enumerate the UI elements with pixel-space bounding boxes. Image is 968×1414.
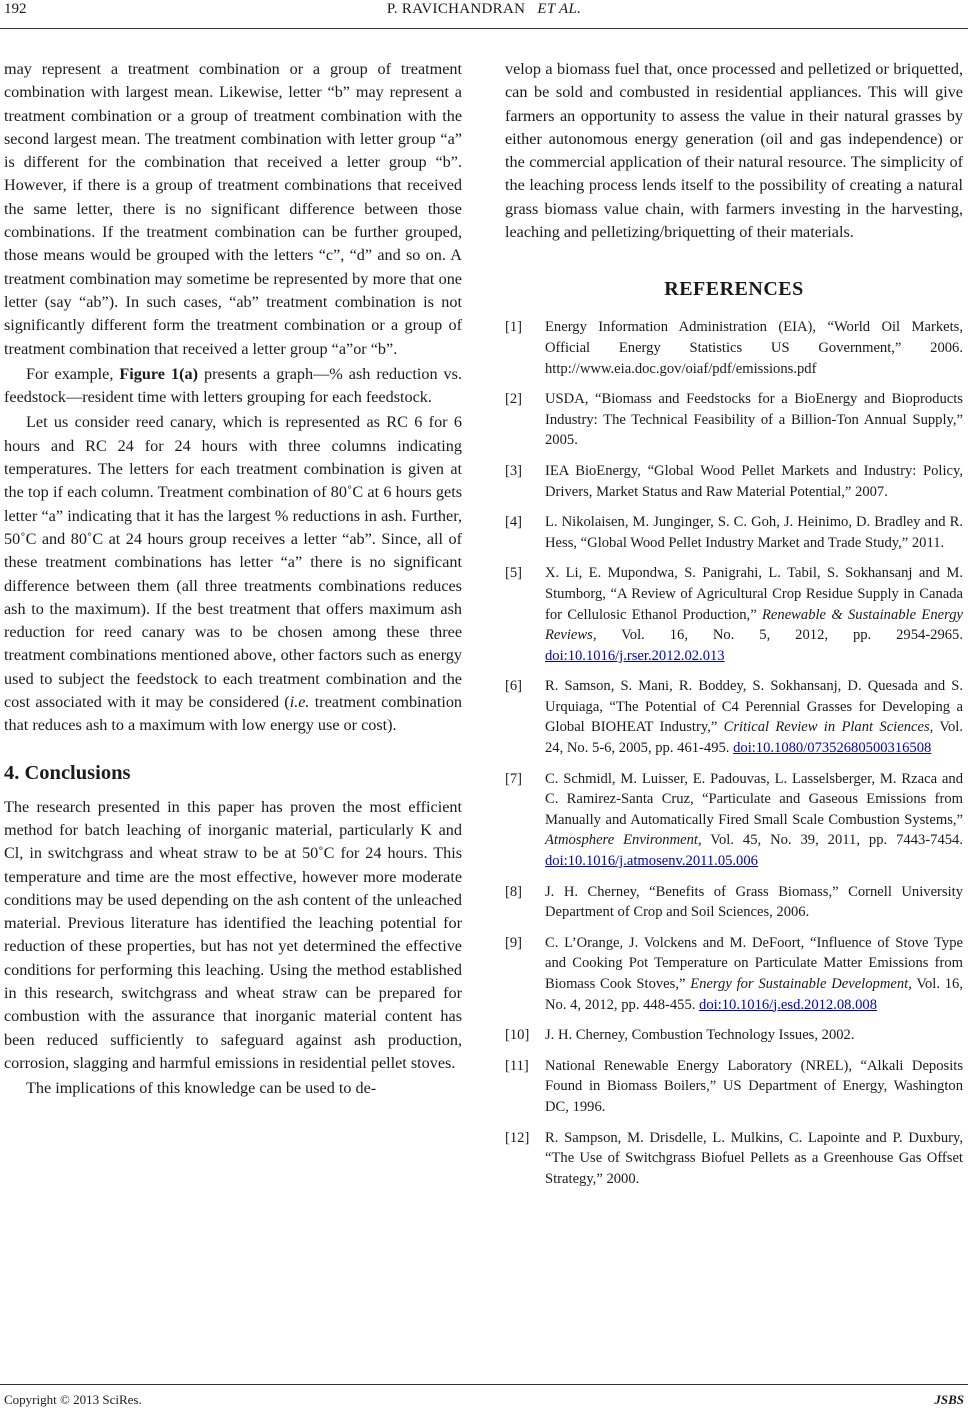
reference-number: [3] [505,462,523,479]
reference-item [505,1128,963,1190]
reference-item [505,933,963,1015]
para3-text: Let us consider reed canary, which is represented as RC 6 for 6 hours and RC 24 for 24 hours with three columns indicating temperatures. The letters for each treatment combination is given at the top if each column. Treatment combination of 80˚C at 6 hours gets letter “a” indicating that it has the largest % reductions in ash. Further, 50˚C and 80˚C at 24 hours group receives a letter “ab”. Since, all of these treatment combinations has letter “a” there is no significant difference between them (all three treatments combinations reduces ash to the maximum). If the best treatment that offers maximum ash reduction for reed canary was to be chosen among these three treatment combinations mentioned above, other factors such as energy used to subject the feedstock to each treatment combination and the cost associated with it may be considered ( [4,413,462,712]
reference-journal: Critical Review in Plant Sciences [723,719,930,736]
reference-number: [8] [505,883,523,900]
reference-text: Energy Information Administration (EIA), “World Oil Markets, Official Energy Statistics US Government,” 2006. http://www.eia.doc.gov/oiaf/pdf/emissions.pdf [545,319,963,377]
journal-abbreviation: JSBS [934,1392,964,1407]
conclusions-heading: 4. Conclusions [4,761,131,784]
reference-text: USDA, “Biomass and Feedstocks for a BioEnergy and Bioproducts Industry: The Technical Feasibility of a Billion-Ton Annual Supply,” 2005. [545,391,963,449]
reference-number: [12] [505,1129,530,1146]
references-heading: REFERENCES [664,278,804,301]
page-header [0,0,968,32]
reference-text [545,563,963,666]
paragraph-reed-canary [4,411,462,737]
figure-ref[interactable]: Figure 1(a) [119,364,198,383]
reference-text: L. Nikolaisen, M. Junginger, S. C. Goh, J. Heinimo, D. Bradley and R. Hess, “Global Wood Pellet Industry Market and Trade Study,” 2011. [545,514,963,551]
reference-text [545,933,963,1015]
paragraph-continuation: velop a biomass fuel that, once processed and pelletized or briquetted, can be sold and combusted in residential appliances. This will give farmers an opportunity to assess the value in their natural grasses by either autonomous energy generation (oil and gas independence) or the commercial application of their natural resource. The simplicity of the leaching process lends itself to the possibility of creating a natural grass biomass value chain, with farmers investing in the harvesting, leaching and pelletizing/briquetting of their materials. [505,60,963,242]
para3-text-rest: treatment combination that reduces ash to a maximum with low energy use or cost). [4,693,463,735]
reference-details: , Vol. 24, No. 5-6, 2005, pp. 461-495. [545,719,963,757]
reference-item [505,461,963,502]
reference-text: IEA BioEnergy, “Global Wood Pellet Markets and Industry: Policy, Drivers, Market Status and Raw Material Potential,” 2007. [545,462,963,500]
running-head [0,1,968,18]
reference-doi-link[interactable]: doi:10.1016/j.esd.2012.08.008 [699,996,878,1013]
reference-number: [11] [505,1057,529,1074]
reference-number: [6] [505,678,523,695]
paragraph-implications: The implications of this knowledge can be used to de- [26,1079,377,1098]
paragraph-figure-example [4,363,462,410]
reference-doi-link[interactable]: doi:10.1080/07352680500316508 [733,740,932,757]
reference-details: , Vol. 16, No. 4, 2012, pp. 448-455. [545,976,963,1013]
reference-item [505,882,963,923]
reference-item [505,1025,963,1046]
reference-text: J. H. Cherney, “Benefits of Grass Biomass,” Cornell University Department of Crop and Soil Sciences, 2006. [545,883,963,921]
left-column [4,58,462,1100]
running-head-authors: P. RAVICHANDRAN [386,1,526,17]
header-rule [0,28,968,29]
right-column [505,58,963,1199]
reference-doi-link[interactable]: doi:10.1016/j.rser.2012.02.013 [545,647,725,664]
paragraph-treatment-letters: may represent a treatment combination or a group of treatment combination with largest mean. Likewise, letter “b” may represent a treatment combination or a group of treatment combination with the second largest mean. The treatment combination with letter group “a” is different for the combination that received a letter group “b”. However, if there is a group of treatment combinations that received the same letter, there is no significant difference between those combinations. If the treatment combination can be further grouped, those means would be grouped with the letters “c”, “d” and so on. A treatment combination may sometime be represented by more that one letter (say “ab”). In such cases, “ab” treatment combination is not significantly different form the treatment combination or a group of treatment combination that received a letter group “a”or “b”. [4,60,462,358]
reference-citation: X. Li, E. Mupondwa, S. Panigrahi, L. Tabil, S. Sokhansanj and M. Stumborg, “A Review of Agricultural Crop Residue Supply in Canada for Cellulosic Ethanol Production,” [545,565,963,623]
reference-list [505,317,963,1189]
reference-number: [10] [505,1027,530,1044]
reference-citation: C. Schmidl, M. Luisser, E. Padouvas, L. Lasselsberger, M. Rzaca and C. Ramirez-Santa Cruz, “Particulate and Gaseous Emissions from Manually and Automatically Fired Small Scale Combustion Systems,” [545,770,963,828]
reference-journal: Atmosphere Environment [545,832,698,849]
reference-number: [7] [505,770,523,787]
page-footer [0,1384,968,1414]
para3-italic: i.e. [289,693,310,712]
reference-number: [2] [505,391,523,408]
reference-number: [1] [505,319,523,336]
reference-item [505,676,963,758]
reference-details: , Vol. 45, No. 39, 2011, pp. 7443-7454. [697,832,963,849]
reference-citation: C. L’Orange, J. Volckens and M. DeFoort, “Influence of Stove Type and Cooking Pot Temperature on Particulate Matter Emissions from Biomass Cook Stoves,” [545,934,963,992]
reference-text [545,769,963,872]
reference-item [505,512,963,553]
reference-number: [4] [505,514,523,531]
page-number: 192 [4,1,27,17]
reference-details: , Vol. 16, No. 5, 2012, pp. 2954-2965. [592,627,963,644]
copyright-notice: Copyright © 2013 SciRes. [4,1392,142,1407]
para2-text-rest: presents a graph—% ash reduction vs. feedstock—resident time with letters grouping for each feedstock. [4,364,462,407]
reference-item [505,769,963,872]
reference-text: R. Sampson, M. Drisdelle, L. Mulkins, C. Lapointe and P. Duxbury, “The Use of Switchgrass Biofuel Pellets as a Greenhouse Gas Offset Strategy,” 2000. [545,1129,963,1187]
paragraph-conclusions: The research presented in this paper has proven the most efficient method for batch leaching of inorganic material, particularly K and Cl, in switchgrass and wheat straw to be at 50˚C for 24 hours. This temperature and time are the most effective, however more moderate conditions may be used depending on the ash content of the unleached material. Previous literature has identified the leaching potential for reduction of these properties, but has not yet determined the effective conditions for performing this leaching. Using the method established in this research, switchgrass and wheat straw can be prepared for combustion with the assurance that inorganic material content has been reduced sufficiently to safeguard against ash production, corrosion, slagging and harmful emissions in residential pellet stoves. [4,797,462,1072]
footer-rule [0,1384,968,1385]
reference-text: J. H. Cherney, Combustion Technology Issues, 2002. [545,1027,855,1044]
reference-item [505,1056,963,1118]
reference-item [505,317,963,379]
para2-text: For example, [26,364,120,383]
reference-text [545,676,963,758]
reference-doi-link[interactable]: doi:10.1016/j.atmosenv.2011.05.006 [545,853,758,870]
reference-journal: Renewable & Sustainable Energy Reviews [545,606,964,644]
reference-journal: Energy for Sustainable Development [690,976,909,992]
reference-citation: R. Samson, S. Mani, R. Boddey, S. Sokhansanj, D. Quesada and S. Urquiaga, “The Potential of C4 Perennial Grasses for Developing a Global BIOHEAT Industry,” [545,678,963,736]
reference-item [505,563,963,666]
reference-number: [9] [505,934,523,951]
reference-item [505,389,963,451]
running-head-etal: ET AL. [537,1,582,17]
reference-text: National Renewable Energy Laboratory (NREL), “Alkali Deposits Found in Biomass Boilers,” US Department of Energy, Washington DC, 1996. [545,1057,963,1115]
reference-number: [5] [505,565,523,582]
